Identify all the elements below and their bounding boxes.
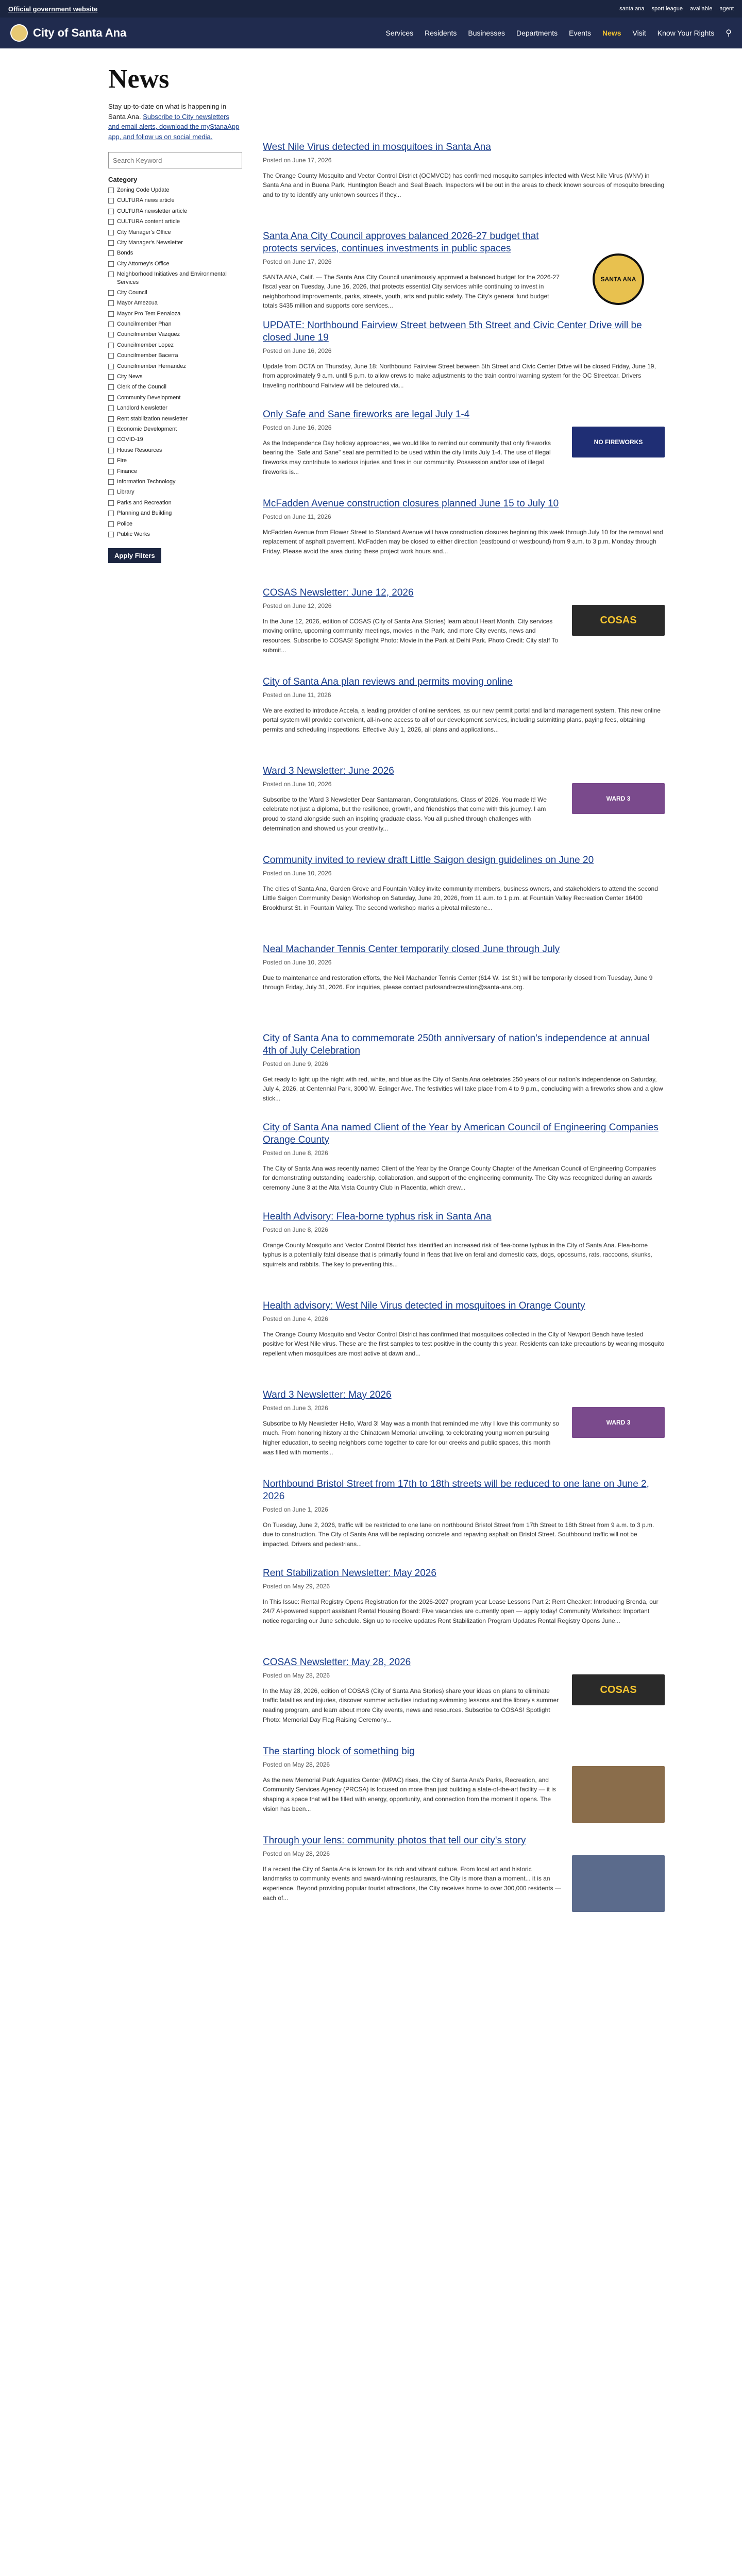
category-checkbox[interactable] (108, 469, 114, 474)
category-option-label: Bonds (117, 250, 133, 257)
category-checkbox[interactable] (108, 230, 114, 235)
article-date: Posted on June 17, 2026 (263, 156, 332, 164)
category-checkbox[interactable] (108, 395, 114, 401)
article-summary: On Tuesday, June 2, 2026, traffic will be restricted to one lane on northbound Bristol Street from 17th Street to 18th Street from 9 a.m. to 3 p.m. due to construction. The City of Santa Ana will be replacing concrete and repaving asphalt on Bristol Street. Southbound traffic will not be impacted. Drivers and pedestrians... (263, 1521, 654, 1548)
category-option[interactable] (108, 218, 242, 226)
category-option-label: Planning and Building (117, 510, 172, 517)
article-summary: The cities of Santa Ana, Garden Grove and Fountain Valley invite community members, business owners, and stakeholders to attend the second Little Saigon Community Design Workshop on Saturday, June 20, 2026, from 11 a.m. to 1 p.m. at Fountain Valley Recreation Center 16400 Brookhurst St. in Fountain Valley. The second workshop marks a pivotal milestone... (263, 885, 658, 911)
article-date: Posted on June 10, 2026 (263, 780, 332, 788)
article-summary: We are excited to introduce Accela, a leading provider of online services, as our new permit portal and land management system. This new online portal system will provide convenient, all-in-one access to all of our development services, including submitting plans, paying fees, obtaining permits and scheduling inspections. Effective July 1, 2026, all plans and applications... (263, 706, 661, 733)
category-option-label: Councilmember Bacerra (117, 352, 178, 359)
article-title-link[interactable]: Community invited to review draft Little Saigon design guidelines on June 20 (263, 855, 594, 866)
category-option[interactable] (108, 531, 242, 538)
top-bar (0, 0, 742, 18)
top-link[interactable]: available (690, 6, 713, 12)
news-article (263, 1835, 665, 1924)
news-article (263, 854, 665, 943)
category-option[interactable] (108, 436, 242, 444)
category-option[interactable] (108, 352, 242, 360)
article-date: Posted on May 28, 2026 (263, 1850, 330, 1857)
news-article (263, 1567, 665, 1656)
category-option-label: Library (117, 489, 134, 496)
nav-visit[interactable]: Visit (632, 29, 646, 37)
category-checkbox[interactable] (108, 521, 114, 527)
article-title-link[interactable]: Northbound Bristol Street from 17th to 18th streets will be reduced to one lane on June 2, 2026 (263, 1479, 649, 1502)
thumbnail-text: COSAS (600, 614, 637, 626)
category-label: Category (108, 176, 138, 183)
article-date: Posted on June 12, 2026 (263, 602, 332, 609)
article-summary: SANTA ANA, Calif. — The Santa Ana City Council unanimously approved a balanced budget for the 2026-27 fiscal year on Tuesday, June 16, 2026, that protects essential City services while continuing to invest in neighborhood improvements, parks, streets, youth, arts and public safety. The City's general fund budget totals $435 million and supports core services... (263, 273, 560, 310)
search-icon[interactable]: ⚲ (726, 29, 732, 38)
thumbnail-text: WARD 3 (606, 795, 631, 802)
article-date: Posted on May 28, 2026 (263, 1760, 330, 1768)
category-checkbox[interactable] (108, 311, 114, 317)
category-option[interactable] (108, 426, 242, 433)
sidebar (108, 64, 242, 563)
category-option[interactable] (108, 197, 242, 205)
category-option-label: Neighborhood Initiatives and Environmental Services (117, 271, 227, 285)
category-checkbox[interactable] (108, 240, 114, 246)
category-checkbox[interactable] (108, 261, 114, 267)
category-option-label: Councilmember Vazquez (117, 331, 180, 338)
category-checkbox[interactable] (108, 427, 114, 432)
nav-events[interactable]: Events (569, 29, 591, 37)
nav-services[interactable]: Services (385, 29, 414, 37)
category-checkbox[interactable] (108, 489, 114, 495)
article-date: Posted on June 4, 2026 (263, 1315, 328, 1323)
article-thumbnail[interactable] (572, 605, 665, 636)
category-option-label: CULTURA newsletter article (117, 208, 188, 214)
news-article (263, 676, 665, 765)
article-summary: As the new Memorial Park Aquatics Center (MPAC) rises, the City of Santa Ana's Parks, Recreation, and Community Services Agency (PRCSA) is focused on more than just building a state-of-the-art facility — it is shaping a space that will be filled with energy, opportunity, and connection from the moment it opens. The vision has been... (263, 1776, 556, 1812)
article-date: Posted on June 17, 2026 (263, 258, 332, 265)
category-checkbox[interactable] (108, 300, 114, 306)
category-option-label: Rent stabilization newsletter (117, 415, 188, 422)
article-thumbnail[interactable] (572, 427, 665, 457)
category-option[interactable] (108, 342, 242, 349)
article-title-link[interactable]: Santa Ana City Council approves balanced 2026-27 budget that protects services, continues investments in public spaces (263, 231, 539, 254)
article-title-link[interactable]: COSAS Newsletter: June 12, 2026 (263, 587, 414, 598)
category-checkbox[interactable] (108, 437, 114, 443)
top-link[interactable]: sport league (651, 6, 683, 12)
top-link[interactable]: agent (719, 6, 734, 12)
news-article (263, 1032, 665, 1122)
category-checkbox[interactable] (108, 332, 114, 337)
thumbnail-text: WARD 3 (606, 1419, 631, 1426)
article-title-link[interactable]: Health Advisory: Flea-borne typhus risk in Santa Ana (263, 1211, 492, 1222)
main-content (0, 48, 742, 2576)
category-option-label: Councilmember Phan (117, 321, 172, 328)
article-summary: In This Issue: Rental Registry Opens Registration for the 2026-2027 program year Lease Lessons Part 2: Rent Cheaker: Introducing Brenda, our 24/7 AI-powered support assistant Rental Housing Board: Five vacancies are currently open — apply today! Community Workshop: Important notice regarding our June schedule. Sign up to receive updates Rent Stabilization Program Updates Rental Registry Opens June... (263, 1598, 659, 1624)
category-checkbox[interactable] (108, 198, 114, 204)
thumbnail-text: COSAS (600, 1684, 637, 1696)
nav-departments[interactable]: Departments (516, 29, 558, 37)
category-option-label: Finance (117, 468, 138, 474)
article-summary: Get ready to light up the night with red, white, and blue as the City of Santa Ana celebrates 250 years of our nation's independence on Saturday, July 4, 2026, at Centennial Park, 3000 W. Edinger Ave. The festivities will take place from 4 to 9 p.m., concluding with a fireworks show and a glow stick... (263, 1075, 663, 1102)
category-option[interactable] (108, 229, 242, 236)
category-option-label: COVID-19 (117, 436, 143, 443)
category-option[interactable] (108, 270, 242, 286)
intro-text (108, 101, 242, 142)
category-option-label: Information Technology (117, 478, 176, 485)
category-option[interactable] (108, 373, 242, 381)
article-summary: If a recent the City of Santa Ana is known for its rich and vibrant culture. From local art and historic landmarks to community events and award-winning restaurants, the City is more than a moment... it is an experience. Beyond providing popular tourist attractions, the City receives home to over 300,000 residents — each of... (263, 1865, 561, 1902)
category-option[interactable] (108, 331, 242, 338)
article-date: Posted on June 16, 2026 (263, 347, 332, 354)
article-date: Posted on June 8, 2026 (263, 1149, 328, 1157)
category-option-label: City Manager's Office (117, 229, 171, 235)
category-option[interactable] (108, 299, 242, 307)
category-checkbox[interactable] (108, 290, 114, 296)
official-website-link[interactable]: Official government website (8, 5, 98, 13)
category-option[interactable] (108, 289, 242, 297)
article-thumbnail[interactable] (572, 1766, 665, 1823)
category-checkbox[interactable] (108, 479, 114, 485)
category-checkbox[interactable] (108, 272, 114, 277)
category-checkbox[interactable] (108, 364, 114, 369)
news-article (263, 1389, 665, 1478)
category-checkbox[interactable] (108, 416, 114, 422)
article-title-link[interactable]: Ward 3 Newsletter: June 2026 (263, 766, 394, 776)
news-article (263, 1122, 665, 1211)
category-checkbox[interactable] (108, 384, 114, 390)
category-option-label: Mayor Pro Tem Penaloza (117, 310, 181, 317)
category-option-label: Landlord Newsletter (117, 405, 167, 412)
category-checkbox[interactable] (108, 511, 114, 516)
news-article (263, 1478, 665, 1567)
article-summary: As the Independence Day holiday approaches, we would like to remind our community that only fireworks bearing the "Safe and Sane" seal are permitted to be used within the city limits July 1-4. The use of illegal fireworks may contribute to serious injuries and fires in our community. Possession and/or use of illegal fireworks is... (263, 439, 551, 476)
article-title-link[interactable]: COSAS Newsletter: May 28, 2026 (263, 1657, 411, 1668)
article-date: Posted on May 29, 2026 (263, 1582, 330, 1590)
news-article (263, 1745, 665, 1835)
category-option[interactable] (108, 187, 242, 194)
category-option-label: Councilmember Lopez (117, 342, 174, 348)
news-article (263, 765, 665, 854)
article-title-link[interactable]: West Nile Virus detected in mosquitoes in Santa Ana (263, 142, 491, 152)
santa-ana-logo: SANTA ANA (593, 253, 644, 305)
category-option-label: Mayor Amezcua (117, 300, 158, 307)
category-option[interactable] (108, 394, 242, 402)
article-title-link[interactable]: City of Santa Ana named Client of the Year by American Council of Engineering Companies Orange County (263, 1122, 659, 1145)
article-title-link[interactable]: McFadden Avenue construction closures planned June 15 to July 10 (263, 498, 559, 509)
news-article (263, 498, 665, 587)
article-date: Posted on June 1, 2026 (263, 1505, 328, 1513)
category-option-label: House Resources (117, 447, 162, 453)
article-date: Posted on June 9, 2026 (263, 1060, 328, 1067)
brand[interactable] (10, 24, 126, 42)
category-option-label: City Council (117, 289, 147, 296)
article-title-link[interactable]: City of Santa Ana plan reviews and permits moving online (263, 676, 513, 687)
article-title-link[interactable]: City of Santa Ana to commemorate 250th anniversary of nation's independence at annual 4th of July Celebration (263, 1033, 650, 1056)
category-option[interactable] (108, 260, 242, 268)
article-summary: The Orange County Mosquito and Vector Control District (OCMVCD) has confirmed mosquito samples infected with West Nile Virus (WNV) in Santa Ana and in Buena Park, Huntington Beach and Seal Beach. Inspectors will be out in the areas to check known sources of mosquito breeding and to try to identify any unknown sources if they... (263, 172, 665, 198)
category-option-label: Economic Development (117, 426, 177, 432)
news-article (263, 1656, 665, 1745)
article-date: Posted on June 16, 2026 (263, 423, 332, 431)
article-date: Posted on June 3, 2026 (263, 1404, 328, 1412)
category-checkbox[interactable] (108, 374, 114, 380)
category-checkbox[interactable] (108, 209, 114, 214)
article-date: Posted on June 11, 2026 (263, 691, 331, 699)
site-header (0, 18, 742, 48)
category-option[interactable] (108, 320, 242, 328)
category-option[interactable] (108, 457, 242, 465)
news-article (263, 1300, 665, 1389)
category-option[interactable] (108, 488, 242, 496)
article-title-link[interactable]: Health advisory: West Nile Virus detected in mosquitoes in Orange County (263, 1300, 585, 1311)
category-option[interactable] (108, 249, 242, 257)
article-summary: Orange County Mosquito and Vector Control District has identified an increased risk of flea-borne typhus in the City of Santa Ana. Flea-borne typhus is a potentially fatal disease that is primarily found in fleas that live on feral and domestic cats, dogs, opossums, rats, raccoons, skunks, squirrels and rabbits. The key to preventing this... (263, 1241, 652, 1268)
category-option[interactable] (108, 520, 242, 528)
nav-businesses[interactable]: Businesses (468, 29, 505, 37)
category-option-label: Police (117, 520, 132, 527)
category-checkbox[interactable] (108, 532, 114, 537)
article-summary: McFadden Avenue from Flower Street to Standard Avenue will have construction closures beginning this week through July 10 for the removal and replacement of asphalt pavement. McFadden may be closed to either direction (eastbound or westbound) from 9 a.m. to 3 p.m. Monday through Friday. Please avoid the area during these project work hours and... (263, 528, 663, 555)
category-option[interactable] (108, 447, 242, 454)
category-option[interactable] (108, 310, 242, 318)
article-date: Posted on June 11, 2026 (263, 513, 331, 520)
article-title-link[interactable]: Neal Machander Tennis Center temporarily closed June through July (263, 944, 560, 955)
category-option[interactable] (108, 468, 242, 476)
article-summary: Subscribe to the Ward 3 Newsletter Dear Santamaran, Congratulations, Class of 2026. You made it! We celebrate not just a diploma, but the resilience, growth, and friendships that come with this journey. I am proud to stand alongside such an inspiring graduate class. You all pushed through challenges with determination and showed us your creativity... (263, 795, 547, 832)
top-links (619, 6, 734, 12)
category-checkbox[interactable] (108, 405, 114, 411)
category-option[interactable] (108, 478, 242, 486)
article-date: Posted on May 28, 2026 (263, 1671, 330, 1679)
article-title-link[interactable]: UPDATE: Northbound Fairview Street between 5th Street and Civic Center Drive will be closed June 19 (263, 320, 642, 343)
article-title-link[interactable]: Rent Stabilization Newsletter: May 2026 (263, 1568, 436, 1579)
category-option[interactable] (108, 499, 242, 507)
top-link[interactable]: santa ana (619, 6, 645, 12)
category-option-label: Parks and Recreation (117, 499, 172, 506)
category-option[interactable] (108, 208, 242, 215)
article-summary: In the May 28, 2026, edition of COSAS (City of Santa Ana Stories) share your ideas on plans to eliminate traffic fatalities and injuries, discover summer activities including swimming lessons and the library's summer reading program, and learn about more City events, news and resources. Subscribe to COSAS! Spotlight Photo: Memorial Day Flag Raising Ceremony... (263, 1687, 559, 1723)
news-article (263, 230, 665, 319)
category-option-label: Public Works (117, 531, 150, 537)
category-option-label: Clerk of the Council (117, 384, 166, 391)
article-thumbnail[interactable] (572, 783, 665, 814)
category-option[interactable] (108, 510, 242, 517)
category-option[interactable] (108, 383, 242, 391)
category-option[interactable] (108, 239, 242, 247)
category-option-label: City Attorney's Office (117, 260, 170, 267)
intro-lead: Stay up-to-date on what is happening in Santa Ana. (108, 103, 227, 121)
category-checkbox[interactable] (108, 500, 114, 506)
nav-know-your-rights[interactable]: Know Your Rights (657, 29, 715, 37)
city-seal-icon (10, 24, 28, 42)
category-option-label: City News (117, 374, 143, 380)
category-checkbox[interactable] (108, 250, 114, 256)
category-checkbox[interactable] (108, 458, 114, 464)
article-date: Posted on June 10, 2026 (263, 869, 332, 877)
article-summary: Update from OCTA on Thursday, June 18: Northbound Fairview Street between 5th Street and Civic Center Drive will be closed Friday, June 19, from approximately 9 a.m. until 5 p.m. to allow crews to make adjustments to the train control warning system for the OC Streetcar. Drivers traveling northbound Fairview will be detoured via... (263, 362, 656, 389)
article-thumbnail[interactable] (572, 1407, 665, 1438)
article-summary: Due to maintenance and restoration efforts, the Neil Machander Tennis Center (614 W. 1st St.) will be temporarily closed from Tuesday, June 9 through Friday, July 31, 2026. For inquiries, please contact parksandrecreation@santa-ana.org. (263, 974, 653, 991)
main-nav (385, 28, 732, 38)
category-option[interactable] (108, 415, 242, 423)
category-option-label: Councilmember Hernandez (117, 363, 186, 369)
article-title-link[interactable]: The starting block of something big (263, 1746, 415, 1757)
brand-name: City of Santa Ana (33, 26, 127, 39)
article-summary: The City of Santa Ana was recently named Client of the Year by the Orange County Chapter of the American Council of Engineering Companies for demonstrating outstanding leadership, collaboration, and support of the engineering community. The City was recognized during an awards ceremony June 3 at the Alta Vista Country Club in Placentia, which drew... (263, 1164, 656, 1191)
article-title-link[interactable]: Through your lens: community photos that tell our city's story (263, 1835, 526, 1846)
nav-residents[interactable]: Residents (425, 29, 457, 37)
category-option-label: Fire (117, 457, 127, 464)
category-list (108, 187, 242, 538)
article-title-link[interactable]: Ward 3 Newsletter: May 2026 (263, 1389, 392, 1400)
news-feed (263, 141, 665, 1924)
thumbnail-text: NO FIREWORKS (594, 438, 643, 446)
article-thumbnail[interactable] (572, 1855, 665, 1912)
category-checkbox[interactable] (108, 321, 114, 327)
category-option-label: CULTURA news article (117, 197, 175, 204)
category-option-label: City Manager's Newsletter (117, 239, 183, 246)
article-title-link[interactable]: Only Safe and Sane fireworks are legal July 1-4 (263, 409, 470, 420)
news-article (263, 409, 665, 498)
subscribe-link[interactable]: Subscribe to City newsletters and email alerts, download the myStanaApp app, and follow us on social media. (108, 112, 240, 141)
news-article (263, 319, 665, 409)
category-option[interactable] (108, 404, 242, 412)
news-article (263, 141, 665, 230)
article-summary: The Orange County Mosquito and Vector Control District has confirmed that mosquitoes collected in the City of Newport Beach have tested positive for West Nile virus. These are the first samples to test positive in the county this year. Residents can take precautions by wearing mosquito repellent when mosquitoes are most active at dawn and... (263, 1330, 665, 1357)
article-date: Posted on June 10, 2026 (263, 958, 332, 966)
category-checkbox[interactable] (108, 343, 114, 348)
article-date: Posted on June 8, 2026 (263, 1226, 328, 1233)
category-option-label: Zoning Code Update (117, 187, 170, 193)
category-checkbox[interactable] (108, 448, 114, 453)
category-checkbox[interactable] (108, 188, 114, 193)
news-article (263, 943, 665, 1032)
category-checkbox[interactable] (108, 219, 114, 225)
category-option-label: Community Development (117, 394, 181, 401)
article-thumbnail[interactable] (572, 251, 665, 308)
article-summary: In the June 12, 2026, edition of COSAS (City of Santa Ana Stories) learn about Heart Month, City services moving online, upcoming community meetings, movies in the Park, and more City events, news and resources. Subscribe to COSAS! Spotlight Photo: Movie in the Park at Delhi Park. Photo Credit: City staff To submit... (263, 617, 559, 654)
news-article (263, 1211, 665, 1300)
category-option[interactable] (108, 363, 242, 370)
article-summary: Subscribe to My Newsletter Hello, Ward 3! May was a month that reminded me why I love this community so much. From honoring history at the Chinatown Memorial unveiling, to celebrating young women pursuing higher education, to seeing neighbors come together to care for our creeks and public spaces, this month was filled with moments... (263, 1419, 560, 1456)
page-title: News (108, 64, 170, 94)
apply-filters-button[interactable]: Apply Filters (108, 548, 161, 563)
news-article (263, 587, 665, 676)
category-option-label: CULTURA content article (117, 218, 180, 225)
category-checkbox[interactable] (108, 353, 114, 359)
article-thumbnail[interactable] (572, 1674, 665, 1705)
nav-news[interactable]: News (602, 29, 621, 37)
search-input[interactable] (108, 152, 242, 168)
